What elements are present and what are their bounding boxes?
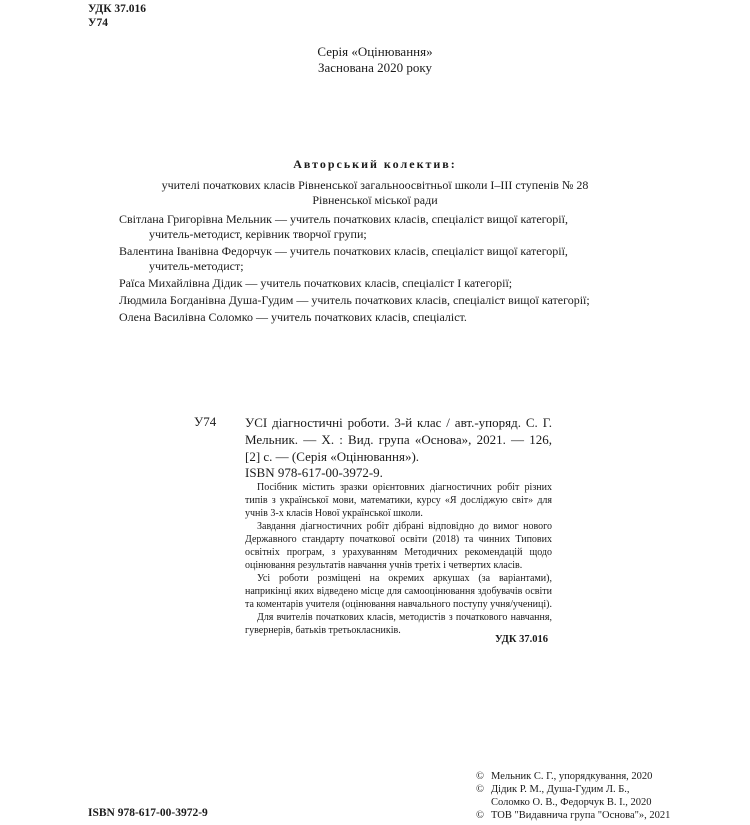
catalog-entry-text: УСІ діагностичні роботи. 3-й клас / авт.-упоряд. С. Г. Мельник. — Х. : Вид. група «Основа», 2021. — 126, [2] с. — (Серія «Оцінювання»). xyxy=(245,415,552,464)
series-info xyxy=(0,44,750,76)
annotation-paragraph: Усі роботи розміщені на окремих аркушах (за варіантами), наприкінці яких відведено місце для самооцінювання здобувачів освіти та коментарів учителя (оцінювання навчального поступу учня/учениці). xyxy=(245,573,552,610)
author-line: Людмила Богданівна Душа-Гудим — учитель початкових класів, спеціаліст вищої категорії; xyxy=(119,293,590,307)
author-entry xyxy=(119,212,619,242)
isbn-bottom: ISBN 978-617-00-3972-9 xyxy=(88,807,208,819)
copyright-continuation: Соломко О. В., Федорчук В. І., 2020 xyxy=(491,797,652,808)
copyright-entry xyxy=(476,770,736,783)
authors-heading: Авторський колектив: xyxy=(293,157,457,171)
catalog-isbn: ISBN 978-617-00-3972-9. xyxy=(245,465,383,480)
copyright-symbol: © xyxy=(476,784,484,795)
author-continuation: учитель-методист; xyxy=(149,259,244,273)
series-founded: Заснована 2020 року xyxy=(317,60,433,75)
school-info: учителі початкових класів Рівненської загальноосвітньої школи I–III ступенів № 28 Рівненської міської ради xyxy=(161,178,589,207)
authors-list xyxy=(119,212,619,327)
annotation-paragraph: Посібник містить зразки орієнтовних діагностичних робіт різних типів з української мови, математики, курсу «Я досліджую світ» для учнів 3-х класів Нової української школи. xyxy=(245,482,552,519)
udk-code-top xyxy=(88,2,146,30)
author-entry xyxy=(119,310,619,325)
catalog-entry xyxy=(245,414,552,465)
udk-line: УДК 37.016 xyxy=(88,3,147,15)
copyright-line: Мельник С. Г., упорядкування, 2020 xyxy=(491,771,653,782)
copyright-entry xyxy=(476,809,736,822)
author-entry xyxy=(119,244,619,274)
udk-code-bottom: УДК 37.016 xyxy=(495,634,548,645)
author-continuation: учитель-методист, керівник творчої групи; xyxy=(149,227,367,241)
author-line: Раїса Михайлівна Дідик — учитель початкових класів, спеціаліст I категорії; xyxy=(119,276,513,290)
copyright-entry xyxy=(476,783,736,809)
series-title: Серія «Оцінювання» xyxy=(317,44,433,59)
copyright-line: ТОВ "Видавнича група "Основа"», 2021 xyxy=(491,810,671,821)
author-entry xyxy=(119,293,619,308)
annotation xyxy=(245,481,552,637)
copyright-block xyxy=(476,770,736,822)
author-line: Світлана Григорівна Мельник — учитель початкових класів, спеціаліст вищої категорії, xyxy=(119,212,568,226)
author-line: Валентина Іванівна Федорчук — учитель початкових класів, спеціаліст вищої категорії, xyxy=(119,244,568,258)
copyright-symbol: © xyxy=(476,771,484,782)
annotation-paragraph: Для вчителів початкових класів, методистів з початкового навчання, гувернерів, батьків третьокласників. xyxy=(245,612,552,636)
catalog-code: У74 xyxy=(194,414,217,429)
author-entry xyxy=(119,276,619,291)
copyright-line: Дідик Р. М., Душа-Гудим Л. Б., xyxy=(491,784,630,795)
index-line: У74 xyxy=(88,17,108,29)
annotation-paragraph: Завдання діагностичних робіт дібрані відповідно до вимог нового Державного стандарту початкової освіти (2018) та чинних Типових освітніх програм, з урахуванням Методичних рекомендацій щодо оцінювання результатів навчання учнів третіх і четвертих класів. xyxy=(245,521,552,571)
author-line: Олена Василівна Соломко — учитель початкових класів, спеціаліст. xyxy=(119,310,467,324)
copyright-symbol: © xyxy=(476,810,484,821)
